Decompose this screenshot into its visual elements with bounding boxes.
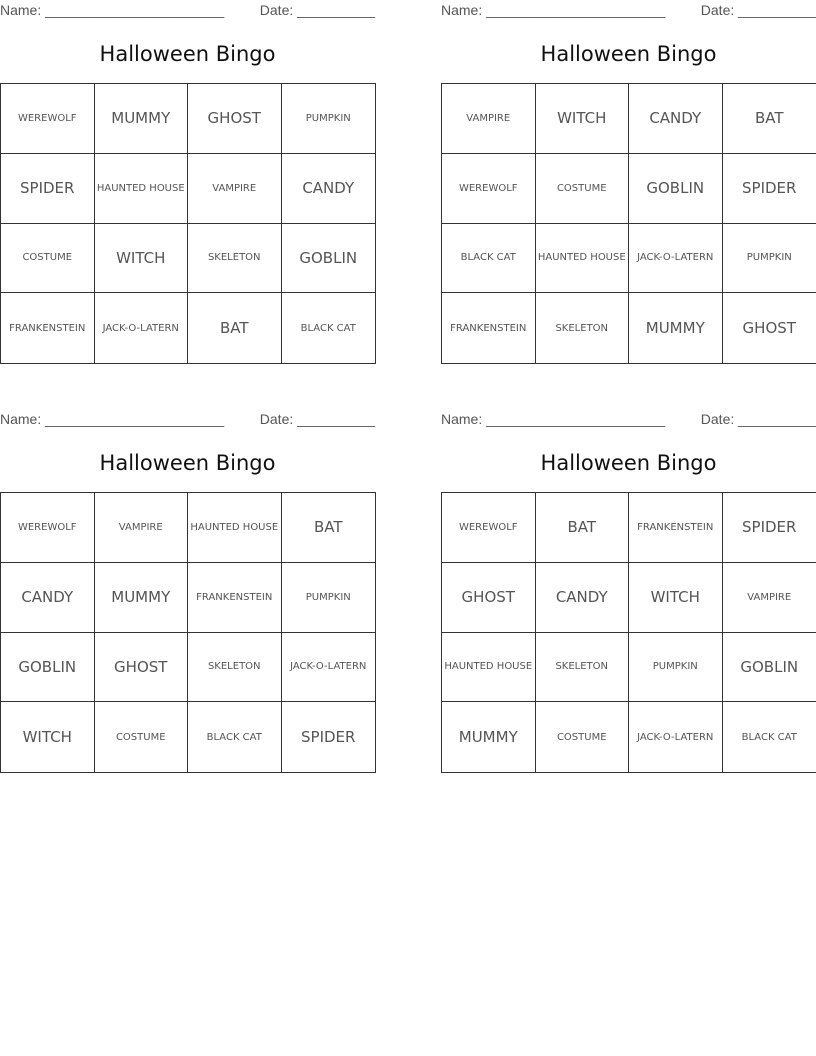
bingo-cell[interactable]: BLACK CAT	[300, 322, 356, 334]
bingo-cell[interactable]: COSTUME	[95, 702, 189, 772]
bingo-cell[interactable]: PUMPKIN	[282, 563, 376, 633]
bingo-cell[interactable]: WEREWOLF	[1, 493, 95, 563]
bingo-cell[interactable]: SKELETON	[536, 633, 630, 703]
bingo-cell[interactable]: GOBLIN	[1, 633, 95, 703]
bingo-card-1	[0, 0, 375, 338]
bingo-cell[interactable]: WITCH	[629, 563, 723, 633]
bingo-cell[interactable]: SKELETON	[188, 224, 282, 294]
bingo-grid	[0, 492, 376, 773]
bingo-card-3	[0, 409, 375, 747]
card-title: Halloween Bingo	[99, 451, 276, 475]
bingo-cell[interactable]: HAUNTED HOUSE	[442, 633, 536, 703]
bingo-cell[interactable]: BLACK CAT	[741, 731, 797, 743]
bingo-cell[interactable]: BAT	[723, 84, 816, 154]
bingo-cell[interactable]: WEREWOLF	[442, 154, 536, 224]
bingo-cell[interactable]: COSTUME	[536, 154, 630, 224]
bingo-cell[interactable]: GHOST	[188, 84, 282, 154]
name-field[interactable]: Name: _______________________	[441, 411, 666, 427]
bingo-cell[interactable]: CANDY	[536, 563, 630, 633]
date-field[interactable]: Date: __________	[259, 2, 375, 18]
date-field[interactable]: Date: __________	[259, 411, 375, 427]
bingo-card-2	[441, 0, 816, 338]
bingo-card-4	[441, 409, 816, 747]
bingo-cell[interactable]: VAMPIRE	[188, 154, 282, 224]
bingo-cell[interactable]: GOBLIN	[723, 633, 816, 703]
name-field[interactable]: Name: _______________________	[0, 2, 225, 18]
bingo-cell[interactable]: MUMMY	[95, 563, 189, 633]
bingo-cell[interactable]: GOBLIN	[629, 154, 723, 224]
bingo-cell[interactable]: FRANKENSTEIN	[629, 493, 723, 563]
bingo-cell[interactable]: JACK-O-LATERN	[95, 293, 189, 363]
bingo-cell[interactable]: WITCH	[95, 224, 189, 294]
bingo-cell[interactable]: JACK-O-LATERN	[629, 702, 723, 772]
bingo-cell[interactable]: CANDY	[282, 154, 376, 224]
bingo-cell[interactable]: CANDY	[1, 563, 95, 633]
bingo-cell[interactable]: SKELETON	[536, 293, 630, 363]
bingo-cell[interactable]: VAMPIRE	[442, 84, 536, 154]
bingo-cell[interactable]: SPIDER	[723, 493, 816, 563]
card-title: Halloween Bingo	[99, 42, 276, 66]
bingo-cell[interactable]: HAUNTED HOUSE	[95, 154, 189, 224]
bingo-cell[interactable]: BLACK CAT	[188, 702, 282, 772]
bingo-cell[interactable]: FRANKENSTEIN	[442, 293, 536, 363]
name-field[interactable]: Name: _______________________	[441, 2, 666, 18]
bingo-cell[interactable]: PUMPKIN	[282, 84, 376, 154]
bingo-cell[interactable]: FRANKENSTEIN	[188, 563, 282, 633]
date-field[interactable]: Date: __________	[700, 411, 816, 427]
bingo-cell[interactable]: WITCH	[536, 84, 630, 154]
bingo-cell[interactable]: WEREWOLF	[442, 493, 536, 563]
date-field[interactable]: Date: __________	[700, 2, 816, 18]
bingo-cell[interactable]: BAT	[282, 493, 376, 563]
bingo-cell[interactable]: VAMPIRE	[95, 493, 189, 563]
bingo-cell[interactable]: MUMMY	[442, 702, 536, 772]
bingo-cell[interactable]: BAT	[188, 293, 282, 363]
bingo-grid	[441, 83, 816, 364]
bingo-cell[interactable]: WEREWOLF	[1, 84, 95, 154]
bingo-cell[interactable]: VAMPIRE	[723, 563, 816, 633]
bingo-cell[interactable]: JACK-O-LATERN	[629, 224, 723, 294]
bingo-cell[interactable]: GHOST	[742, 319, 796, 338]
bingo-grid	[441, 492, 816, 773]
bingo-cell[interactable]: BLACK CAT	[442, 224, 536, 294]
name-field[interactable]: Name: _______________________	[0, 411, 225, 427]
bingo-cell[interactable]: COSTUME	[536, 702, 630, 772]
bingo-cell[interactable]: PUMPKIN	[629, 633, 723, 703]
bingo-cell[interactable]: WITCH	[1, 702, 95, 772]
bingo-cell[interactable]: SPIDER	[1, 154, 95, 224]
bingo-cell[interactable]: JACK-O-LATERN	[282, 633, 376, 703]
bingo-cell[interactable]: GHOST	[442, 563, 536, 633]
bingo-cell[interactable]: MUMMY	[95, 84, 189, 154]
bingo-grid	[0, 83, 376, 364]
bingo-cell[interactable]: COSTUME	[1, 224, 95, 294]
bingo-cell[interactable]: SPIDER	[723, 154, 816, 224]
bingo-cell[interactable]: SPIDER	[301, 728, 356, 747]
bingo-cell[interactable]: BAT	[536, 493, 630, 563]
card-title: Halloween Bingo	[540, 451, 717, 475]
bingo-cell[interactable]: HAUNTED HOUSE	[188, 493, 282, 563]
bingo-cell[interactable]: CANDY	[629, 84, 723, 154]
bingo-cell[interactable]: FRANKENSTEIN	[1, 293, 95, 363]
bingo-cell[interactable]: GHOST	[95, 633, 189, 703]
card-title: Halloween Bingo	[540, 42, 717, 66]
bingo-cell[interactable]: GOBLIN	[282, 224, 376, 294]
bingo-cell[interactable]: HAUNTED HOUSE	[536, 224, 630, 294]
bingo-cell[interactable]: MUMMY	[629, 293, 723, 363]
bingo-cell[interactable]: PUMPKIN	[723, 224, 816, 294]
bingo-cell[interactable]: SKELETON	[188, 633, 282, 703]
